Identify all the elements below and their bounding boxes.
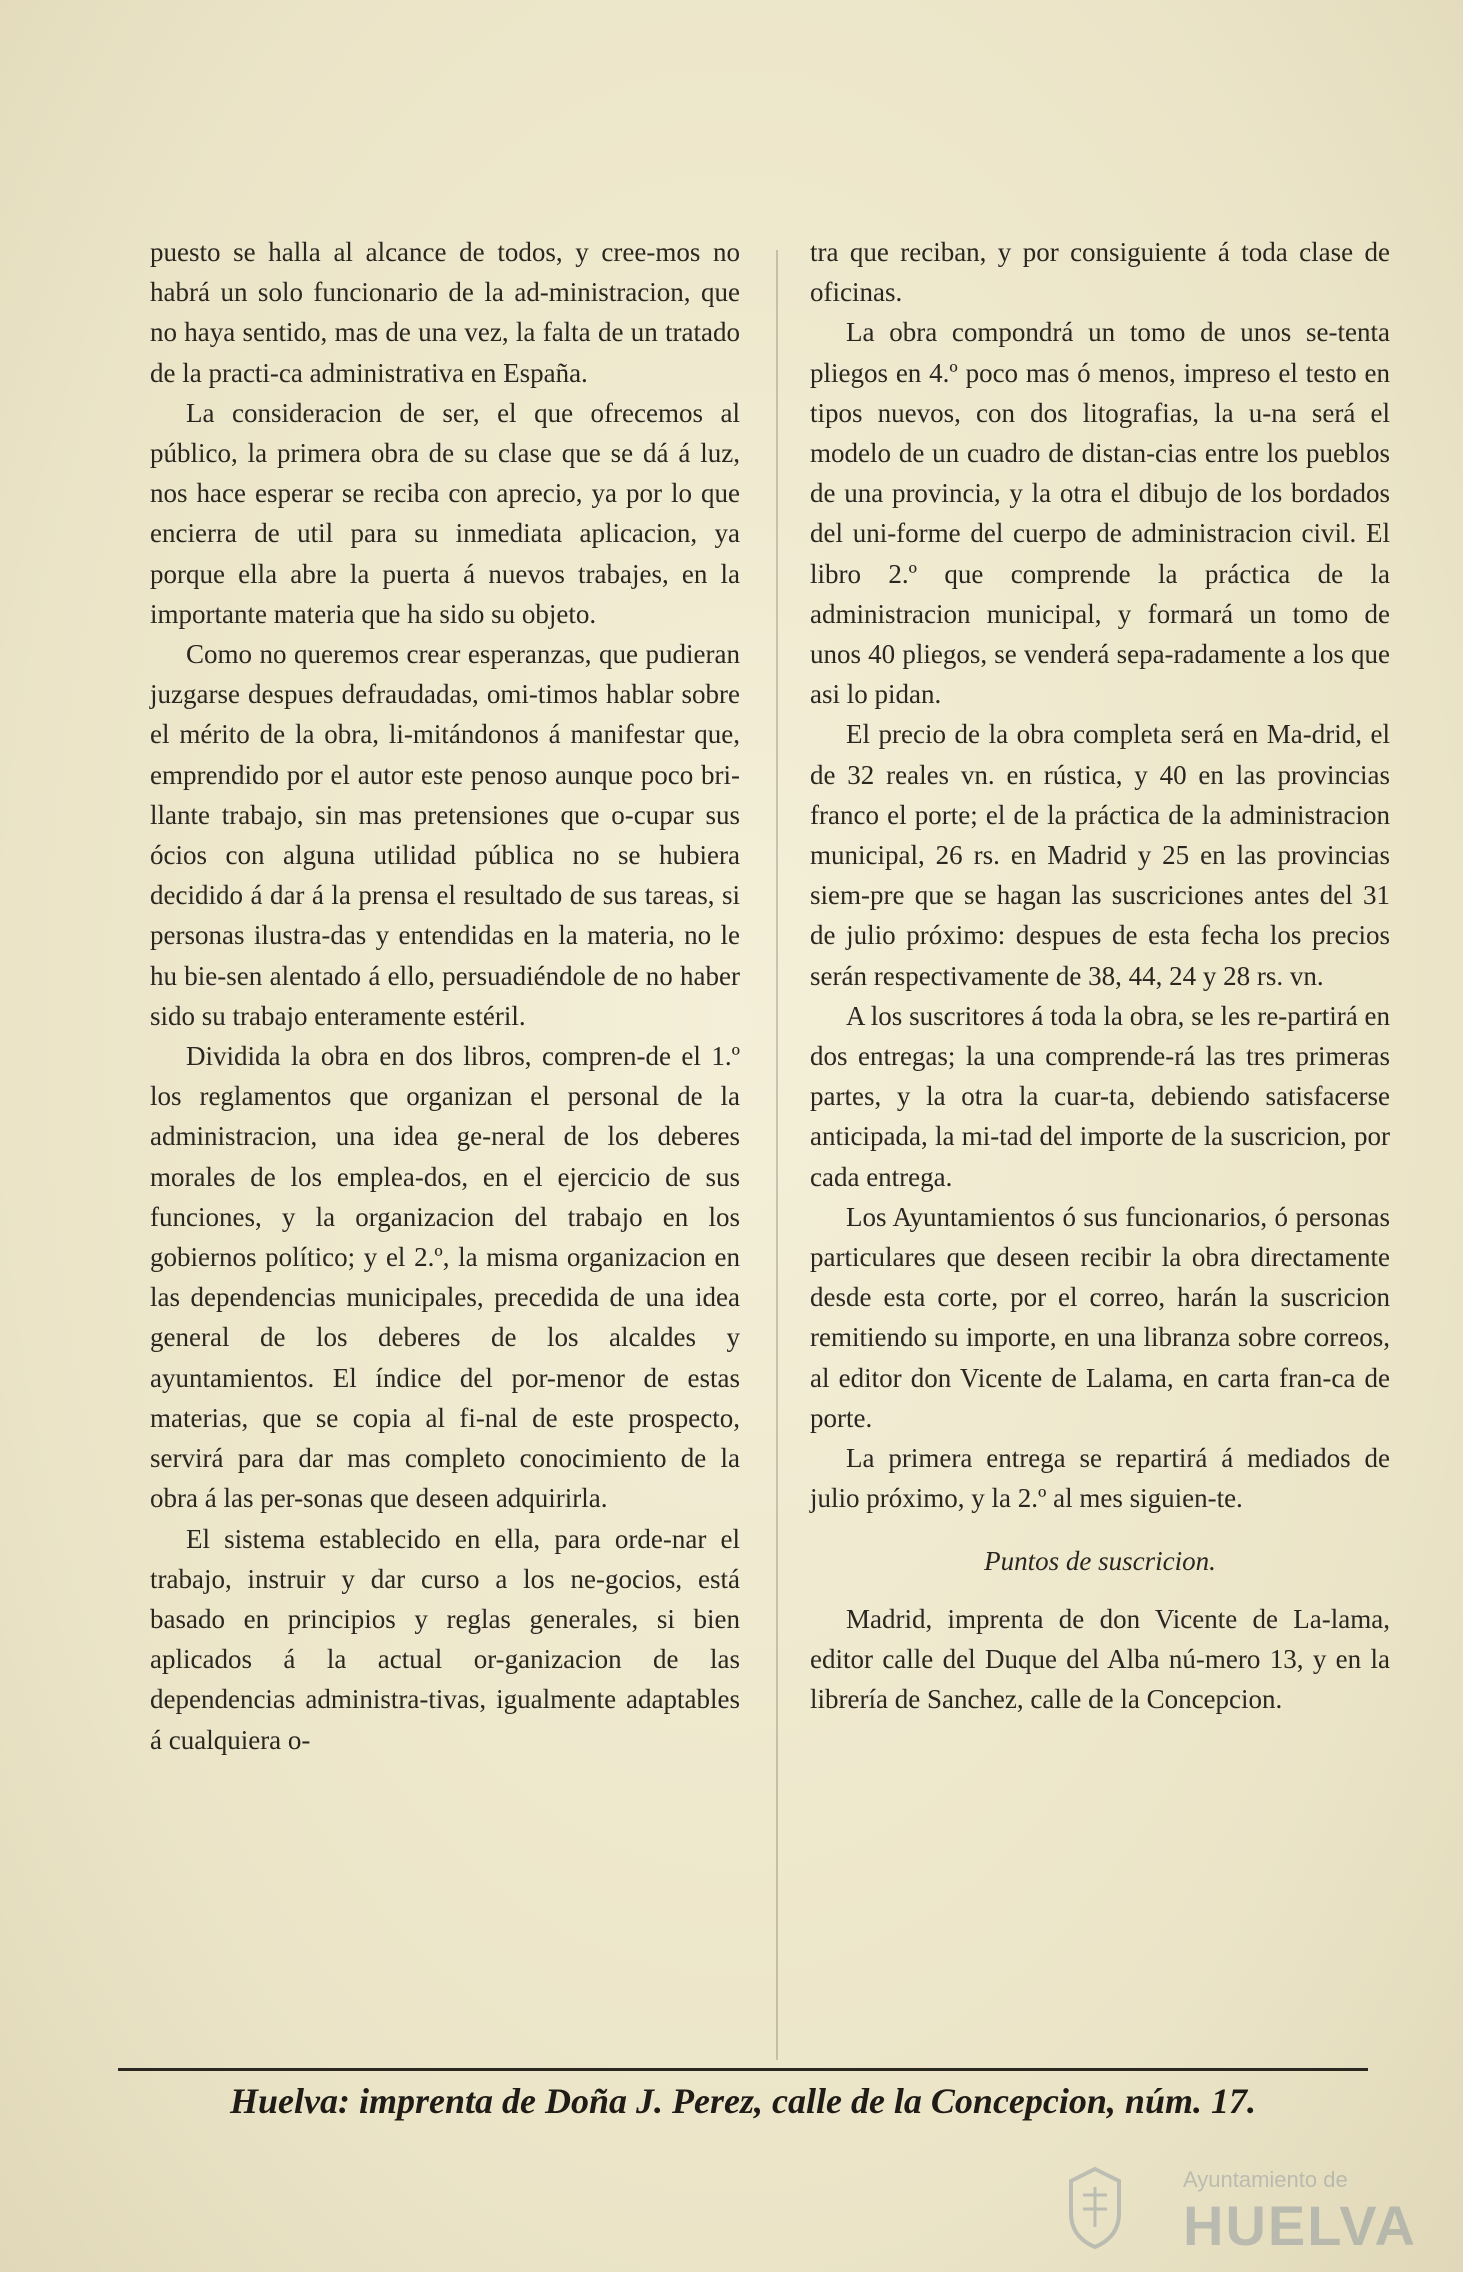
paragraph: El precio de la obra completa será en Ma-drid, el de 32 reales vn. en rústica, y 40 en las provincias franco el porte; el de la práctica de la administracion municipal, 26 rs. en Madrid y 25 en las provincias siem-pre que se hagan las suscriciones antes del 31 de julio próximo: despues de esta fecha los precios serán respectivamente de 38, 44, 24 y 28 rs. vn. <box>810 719 1390 991</box>
coat-of-arms-icon <box>1065 2165 1125 2251</box>
paragraph: El sistema establecido en ella, para orde-nar el trabajo, instruir y dar curso a los ne-gocios, está basado en principios y reglas generales, si bien aplicados á la actual or-ganizacion de las dependencias administra-tivas, igualmente adaptables á cualquiera o- <box>150 1523 740 1755</box>
paragraph: tra que reciban, y por consiguiente á toda clase de oficinas. <box>810 237 1390 308</box>
printer-imprint: Huelva: imprenta de Doña J. Perez, calle de la Concepcion, núm. 17. <box>230 2081 1256 2121</box>
watermark-title: HUELVA <box>1183 2194 1417 2257</box>
right-column <box>810 232 1390 1719</box>
paragraph: Dividida la obra en dos libros, compren-de el 1.º los reglamentos que organizan el personal de la administracion, una idea ge-neral de los deberes morales de los emplea-dos, en el ejercicio de sus funciones, y la organizacion del trabajo en los gobiernos político; y el 2.º, la misma organizacion en las dependencias municipales, precedida de una idea general de los deberes de los alcaldes y ayuntamientos. El índice del por-menor de estas materias, que se copia al fi-nal de este prospecto, servirá para dar mas completo conocimiento de la obra á las per-sonas que deseen adquirirla. <box>150 1041 740 1514</box>
subscription-points: Madrid, imprenta de don Vicente de La-lama, editor calle del Duque del Alba nú-mero 13, y en la librería de Sanchez, calle de la Concepcion. <box>810 1603 1390 1715</box>
paragraph: Los Ayuntamientos ó sus funcionarios, ó personas particulares que deseen recibir la obra directamente desde esta corte, por el correo, harán la suscricion remitiendo su importe, en una libranza sobre correos, al editor don Vicente de Lalama, en carta fran-ca de porte. <box>810 1201 1390 1433</box>
left-column <box>150 232 740 1760</box>
column-divider <box>776 250 778 2060</box>
paragraph: Como no queremos crear esperanzas, que pudieran juzgarse despues defraudadas, omi-timos hablar sobre el mérito de la obra, li-mitándonos á manifestar que, emprendido por el autor este penoso aunque poco bri-llante trabajo, sin mas pretensiones que o-cupar sus ócios con alguna utilidad pública no se hubiera decidido á dar á la prensa el resultado de sus tareas, si personas ilustra-das y entendidas en la materia, no le hu bie-sen alentado á ello, persuadiéndole de no haber sido su trabajo enteramente estéril. <box>150 639 740 1031</box>
subscription-heading: Puntos de suscricion. <box>984 1545 1216 1576</box>
watermark-subtitle: Ayuntamiento de <box>1183 2167 1348 2192</box>
ayuntamiento-watermark <box>1065 2165 1417 2257</box>
paragraph: puesto se halla al alcance de todos, y cree-mos no habrá un solo funcionario de la ad-ministracion, que no haya sentido, mas de una vez, la falta de un tratado de la practi-ca administrativa en España. <box>150 237 740 388</box>
paragraph: La obra compondrá un tomo de unos se-tenta pliegos en 4.º poco mas ó menos, impreso el testo en tipos nuevos, con dos litografias, la u-na será el modelo de un cuadro de distan-cias entre los pueblos de una provincia, y la otra el dibujo de los bordados del uni-forme del cuerpo de administracion civil. El libro 2.º que comprende la práctica de la administracion municipal, y formará un tomo de unos 40 pliegos, se venderá sepa-radamente a los que asi lo pidan. <box>810 317 1390 710</box>
paragraph: A los suscritores á toda la obra, se les re-partirá en dos entregas; la una comprende-rá las tres primeras partes, y la otra la cuar-ta, debiendo satisfacerse anticipada, la mi-tad del importe de la suscricion, por cada entrega. <box>810 1000 1390 1192</box>
footer-rule <box>118 2068 1368 2071</box>
paragraph: La consideracion de ser, el que ofrecemos al público, la primera obra de su clase que se dá á luz, nos hace esperar se reciba con aprecio, ya por lo que encierra de util para su inmediata aplicacion, ya porque ella abre la puerta á nuevos trabajes, en la importante materia que ha sido su objeto. <box>150 397 740 629</box>
paragraph: La primera entrega se repartirá á mediados de julio próximo, y la 2.º al mes siguien-te. <box>810 1443 1390 1514</box>
